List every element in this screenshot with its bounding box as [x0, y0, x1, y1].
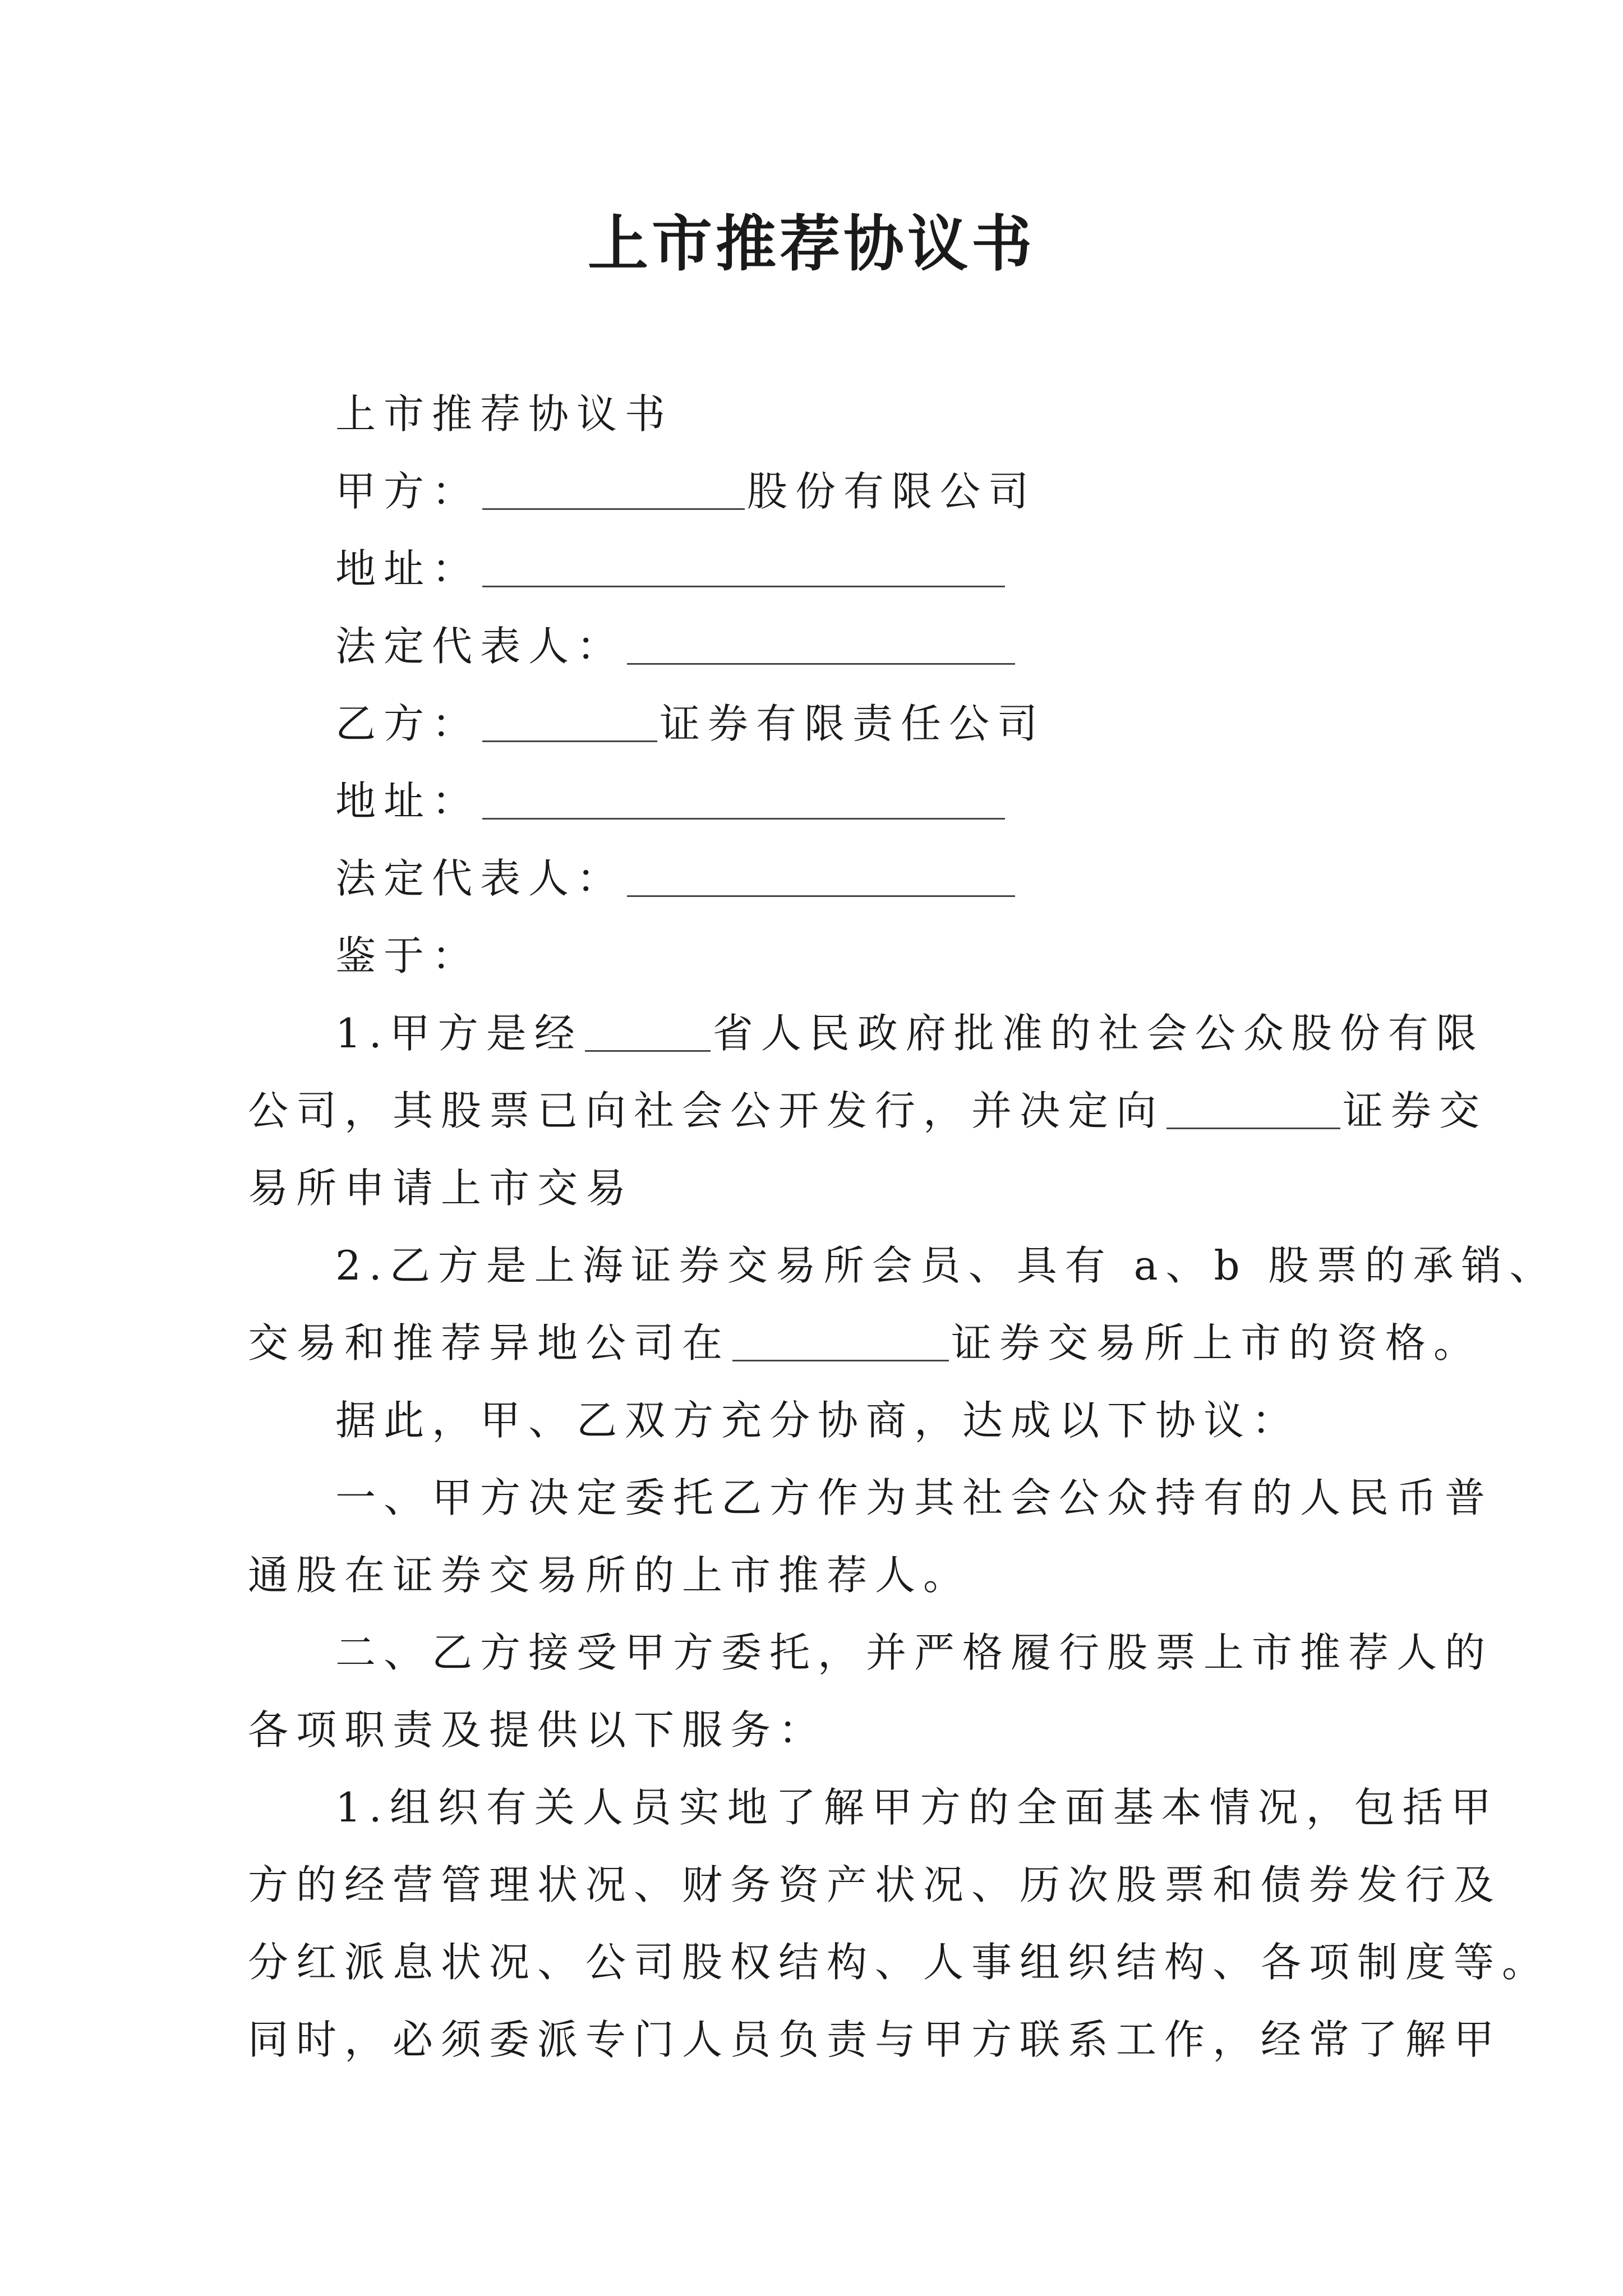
party-b-address-blank — [482, 777, 1005, 820]
item2-line-2 — [0, 1304, 1623, 1382]
service1-line-2 — [0, 1846, 1623, 1924]
service1-line-4 — [0, 2000, 1623, 2079]
party-a-rep-line — [0, 607, 1623, 685]
party-b-suffix: 证券有限责任公司 — [660, 700, 1046, 747]
service1-line-1 — [0, 1768, 1623, 1847]
party-a-address-label: 地址： — [335, 545, 481, 592]
whereas-label: 鉴于： — [335, 932, 481, 979]
party-b-name-blank — [482, 700, 657, 742]
clause1-line-1 — [0, 1458, 1623, 1537]
clause2-line-2 — [0, 1691, 1623, 1769]
party-a-address-line — [0, 530, 1623, 608]
party-b-address-line — [0, 762, 1623, 840]
party-b-rep-blank — [627, 855, 1015, 897]
item1-province-blank — [585, 1010, 711, 1052]
service1-text-2: 方的经营管理状况、财务资产状况、历次股票和债券发行及 — [248, 1861, 1502, 1908]
party-a-address-blank — [482, 545, 1005, 587]
party-a-suffix: 股份有限公司 — [747, 468, 1037, 515]
clause2-text-1: 二、乙方接受甲方委托，并严格履行股票上市推荐人的 — [335, 1629, 1493, 1676]
document-subtitle: 上市推荐协议书 — [335, 390, 674, 438]
agreement-intro-line — [0, 1381, 1623, 1460]
item2-text-1: 2.乙方是上海证券交易所会员、具有 a、b 股票的承销、 — [335, 1242, 1558, 1289]
party-a-name-blank — [482, 468, 745, 510]
party-a-rep-blank — [627, 623, 1015, 665]
item2-exchange-blank — [732, 1319, 949, 1361]
item1-exchange-blank — [1166, 1087, 1340, 1129]
item1-text-2a: 公司，其股票已向社会公开发行，并决定向 — [248, 1087, 1165, 1134]
item1-text-1b: 省人民政府批准的社会公众股份有限 — [712, 1010, 1484, 1057]
clause2-line-1 — [0, 1613, 1623, 1692]
clause2-text-2: 各项职责及提供以下服务： — [248, 1706, 827, 1754]
item2-text-2b: 证券交易所上市的资格。 — [951, 1319, 1482, 1366]
document-subtitle-line — [0, 375, 1623, 453]
item1-line-2 — [0, 1071, 1623, 1150]
item2-line-1 — [0, 1226, 1623, 1305]
party-b-label: 乙方： — [335, 700, 481, 747]
party-a-line — [0, 452, 1623, 531]
clause1-text-2: 通股在证券交易所的上市推荐人。 — [248, 1552, 972, 1599]
item1-text-3: 易所申请上市交易 — [248, 1165, 634, 1212]
party-b-line — [0, 684, 1623, 763]
party-b-rep-label: 法定代表人： — [335, 855, 625, 902]
item1-text-1a: 1.甲方是经 — [335, 1010, 583, 1057]
service1-text-3: 分红派息状况、公司股权结构、人事组织结构、各项制度等。 — [248, 1939, 1551, 1986]
service1-line-3 — [0, 1923, 1623, 2001]
party-b-address-label: 地址： — [335, 777, 481, 825]
item2-text-2a: 交易和推荐异地公司在 — [248, 1319, 731, 1366]
service1-text-1: 1.组织有关人员实地了解甲方的全面基本情况，包括甲 — [335, 1784, 1499, 1831]
service1-text-4: 同时，必须委派专门人员负责与甲方联系工作，经常了解甲 — [248, 2016, 1502, 2063]
party-b-rep-line — [0, 839, 1623, 918]
clause1-line-2 — [0, 1536, 1623, 1614]
item1-line-3 — [0, 1149, 1623, 1227]
item1-text-2b: 证券交 — [1343, 1087, 1488, 1134]
document-title: 上市推荐协议书 — [587, 209, 1035, 279]
whereas-line — [0, 917, 1623, 995]
item1-line-1 — [0, 994, 1623, 1073]
party-a-rep-label: 法定代表人： — [335, 623, 625, 670]
party-a-label: 甲方： — [335, 468, 481, 515]
clause1-text-1: 一、甲方决定委托乙方作为其社会公众持有的人民币普 — [335, 1474, 1493, 1521]
agreement-intro: 据此，甲、乙双方充分协商，达成以下协议： — [335, 1397, 1301, 1444]
